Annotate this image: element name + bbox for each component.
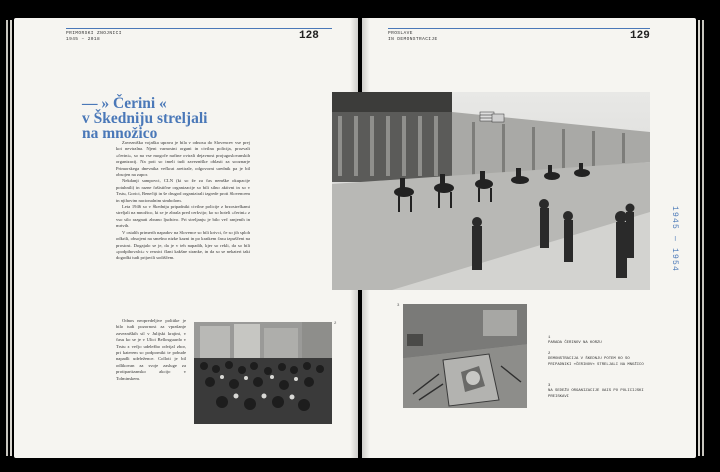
paragraph: Leta 1946 so v Škedniju pripadniki civilne policije z brzostrelkami streljali na množico, ki se je zbrala pred cerkvijo; ko so hoteli »čerini« z vso silo razgnati zbrano ljudstvo. Pri streljanju je bilo več ranjenih in mrtvih. (116, 204, 250, 229)
section-years: 1945 — 1954 (670, 206, 679, 273)
caption-text: NA SEDEŽU ORGANIZACIJE UAIS PO POLICIJSKI PREISKAVI (548, 389, 644, 399)
caption-text: PARADA ČERINOV NA KORZU (548, 341, 602, 346)
header-rule (66, 28, 332, 29)
caption-number: 3 (548, 384, 551, 388)
photo-number: 2 (334, 322, 337, 326)
interior-photo (403, 304, 527, 408)
crowd-photo (194, 322, 332, 424)
header-rule (388, 28, 650, 29)
caption-3 (548, 384, 648, 400)
page-edge (10, 20, 12, 456)
paragraph: Odnos neopredeljive politike je bilo tudi pozornost za vprašanje zavezniških sil v Julijski krajini, v času ko se je v Ulici Bellosguardo v Trstu z večjo udeležbo odvijal zbor, pri katerem so podporniki te pobude napadli udeležence. Colloti je bil odlikovan za svoje zasluge za protipartizansko akcijo v Tolminskem. (116, 318, 186, 381)
caption-2 (548, 352, 648, 368)
caption-number: 2 (548, 352, 551, 356)
article-body-bottom (116, 318, 186, 440)
article-body-top (116, 140, 250, 316)
paragraph: V ostalih primerih napadov na Slovence so bili krivci, če so jih sploh odkrili, obsojeni na smešno nizke kazni in po kratkem času izpuščeni na prostost. Dogajalo se je, da je v teh napadih, kjer so rekli, da so bili »podpihovalci« v resnici člani kakšne stranke, in da so se nekateri taki dogodki tudi prijavili sodiščem. (116, 229, 250, 261)
paragraph: Nekdanji sampovci, CLN (ki so že za čas nemške okupacije potuhnili) in razne fašistične organizacije so bili silno aktivni in so v Trstu, Gorici, Benečiji in še drugod organizirali izgrede proti Slovencem in njihovim nacionalnim simbolom. (116, 178, 250, 203)
left-running-header: PRIMORSKI ZNOJNICI 1945 – 2018 (66, 31, 122, 42)
caption-text: DEMONSTRACIJA V ŠKEDNJU POTEM KO SO PRIPADNIKI »ČERINOV« STRELJALI NA MNOŽICO (548, 357, 644, 367)
caption-number: 1 (548, 336, 551, 340)
parade-photo (332, 92, 650, 290)
right-page-number: 129 (630, 30, 650, 42)
right-running-header: PROSLAVE IN DEMONSTRACIJE (388, 31, 438, 42)
page-edge (698, 20, 700, 456)
page-edge (702, 20, 704, 456)
title-line: na množico (82, 125, 158, 142)
page-edge (6, 20, 8, 456)
article-title (82, 96, 232, 141)
title-line: v Škedniju streljali (82, 110, 208, 127)
paragraph: Zavezniška vojaška uprava je bila v odnosu do Slovencev vse prej kot nevtralna. Njeni varnostni organi in civilna policija, prozvali »čerini«, so na vse mogoče načine ovirali dejavnost projugoslovanskih organizacij. Na poti so imeli tudi zavezniške oblasti za sooznarje Primorskega dnevnika večkrat aretirale, odgovorni urednik pa je bil obsojen na zapor. (116, 140, 250, 178)
left-page-number: 128 (299, 30, 319, 42)
title-line: — » Čerini « (82, 95, 167, 112)
photo-number: 3 (397, 304, 400, 308)
caption-1 (548, 336, 648, 347)
